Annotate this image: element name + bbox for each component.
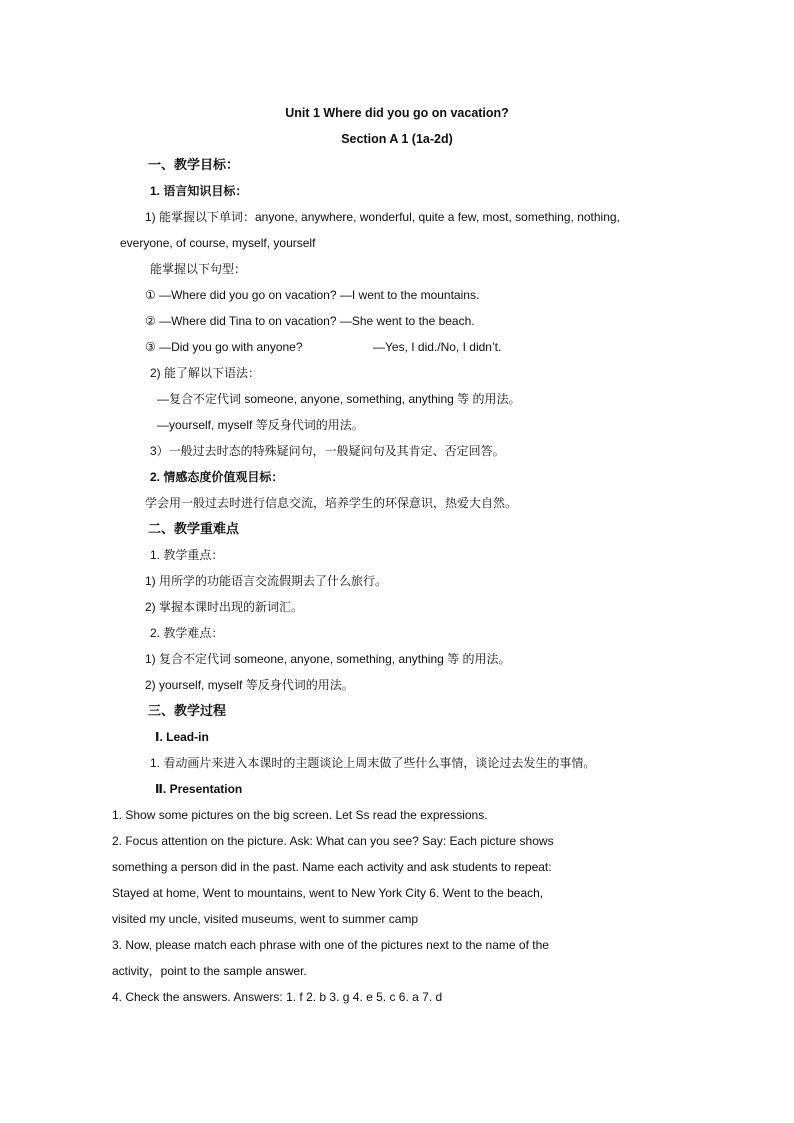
subheading-lead-in: Ⅰ. Lead-in	[155, 730, 209, 744]
text-line: 学会用一般过去时进行信息交流，培养学生的环保意识，热爱大自然。	[145, 496, 518, 510]
text-line: 2. 教学难点：	[150, 626, 224, 640]
text-line: —Yes, I did./No, I didn’t.	[373, 340, 502, 354]
text-line: 2) yourself, myself 等反身代词的用法。	[145, 678, 354, 692]
text-line: 2. Focus attention on the picture. Ask: What can you see? Say: Each picture shows	[112, 834, 554, 848]
text-line: 2) 能了解以下语法：	[150, 366, 261, 380]
doc-subtitle: Section A 1 (1a-2d)	[341, 132, 453, 146]
text-line: ③ —Did you go with anyone?	[145, 340, 303, 354]
text-line: 1) 用所学的功能语言交流假期去了什么旅行。	[145, 574, 388, 588]
text-line: 3）一般过去时态的特殊疑问句，一般疑问句及其肯定、否定回答。	[150, 444, 505, 458]
text-line: 2) 掌握本课时出现的新词汇。	[145, 600, 304, 614]
subheading-presentation: Ⅱ. Presentation	[155, 782, 243, 796]
text-line: ② —Where did Tina to on vacation? —She went to the beach.	[145, 314, 475, 328]
text-line: something a person did in the past. Name each activity and ask students to repeat:	[112, 860, 552, 874]
text-line: 4. Check the answers. Answers: 1. f 2. b 3. g 4. e 5. c 6. a 7. d	[112, 990, 443, 1004]
section-heading-process: 三、教学过程	[148, 703, 227, 718]
doc-title: Unit 1 Where did you go on vacation?	[285, 106, 509, 120]
text-line: 1. 看动画片来进入本课时的主题谈论上周末做了些什么事情，谈论过去发生的事情。	[150, 756, 596, 770]
section-heading-objectives: 一、教学目标：	[148, 157, 240, 172]
text-line: 1. 教学重点：	[150, 548, 224, 562]
text-line: activity，point to the sample answer.	[112, 964, 307, 978]
text-line: ① —Where did you go on vacation? —I went to the mountains.	[145, 288, 480, 302]
text-line: —yourself, myself 等反身代词的用法。	[157, 418, 364, 432]
text-line: Stayed at home, Went to mountains, went to New York City 6. Went to the beach,	[112, 886, 544, 900]
text-line: 1) 能掌握以下单词：anyone, anywhere, wonderful, quite a few, most, something, nothing,	[145, 210, 620, 224]
text-line: 1) 复合不定代词 someone, anyone, something, anything 等 的用法。	[145, 652, 511, 666]
subheading-language-knowledge: 1. 语言知识目标：	[150, 184, 248, 198]
text-line: 能掌握以下句型：	[150, 262, 247, 276]
text-line: visited my uncle, visited museums, went to summer camp	[112, 912, 419, 926]
text-line: 1. Show some pictures on the big screen. Let Ss read the expressions.	[112, 808, 488, 822]
text-line: everyone, of course, myself, yourself	[120, 236, 316, 250]
text-line: —复合不定代词 someone, anyone, something, anything 等 的用法。	[157, 392, 521, 406]
section-heading-key-points: 二、教学重难点	[148, 521, 240, 536]
subheading-attitude: 2. 情感态度价值观目标：	[150, 470, 284, 484]
text-line: 3. Now, please match each phrase with one of the pictures next to the name of the	[112, 938, 549, 952]
